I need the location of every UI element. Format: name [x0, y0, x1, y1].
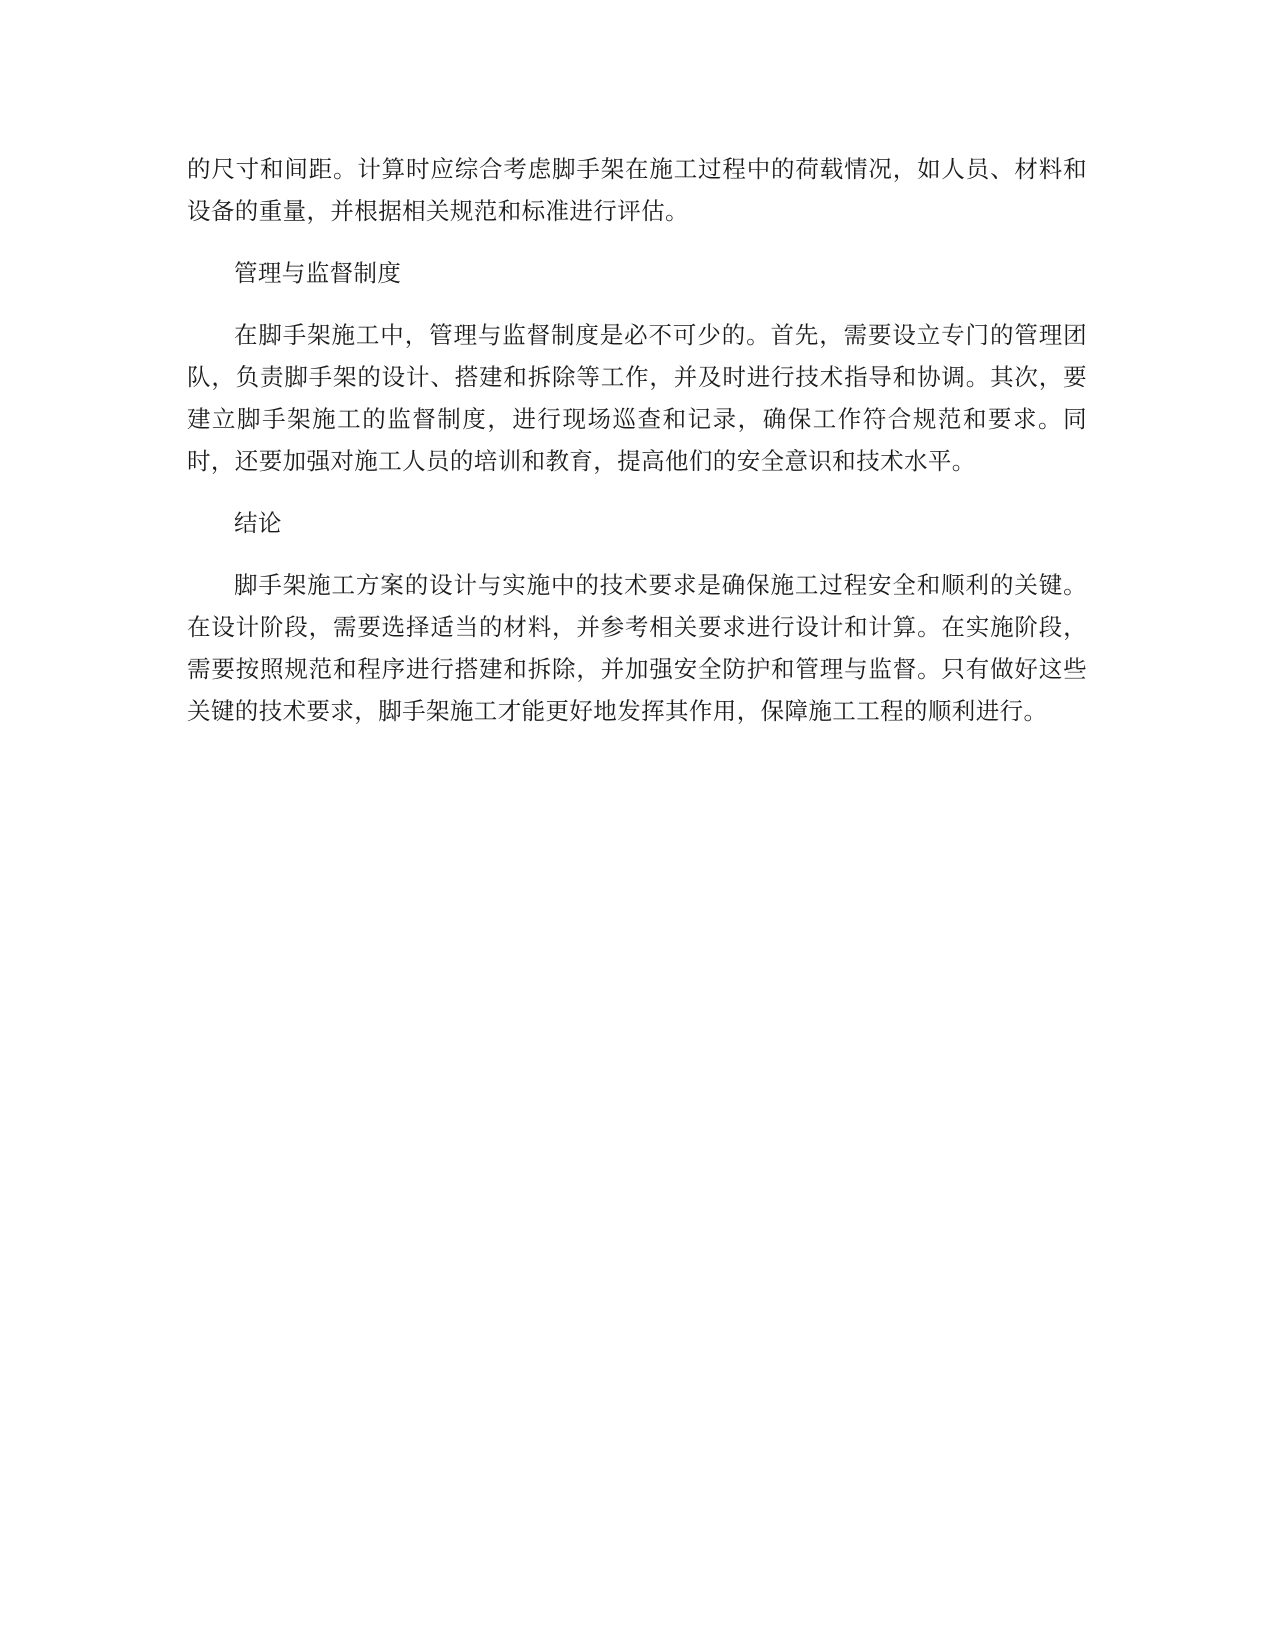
paragraph-calculation-continued: 的尺寸和间距。计算时应综合考虑脚手架在施工过程中的荷载情况，如人员、材料和设备的重量，并根据相关规范和标准进行评估。	[187, 155, 1087, 225]
spacer	[187, 544, 1087, 564]
document-body	[187, 148, 1087, 732]
spacer	[187, 232, 1087, 252]
spacer	[187, 294, 1087, 314]
paragraph-conclusion: 脚手架施工方案的设计与实施中的技术要求是确保施工过程安全和顺利的关键。在设计阶段，需要选择适当的材料，并参考相关要求进行设计和计算。在实施阶段，需要按照规范和程序进行搭建和拆除，并加强安全防护和管理与监督。只有做好这些关键的技术要求，脚手架施工才能更好地发挥其作用，保障施工工程的顺利进行。	[187, 571, 1087, 725]
section-heading-management: 管理与监督制度	[234, 259, 402, 287]
spacer	[187, 482, 1087, 502]
paragraph-management: 在脚手架施工中，管理与监督制度是必不可少的。首先，需要设立专门的管理团队，负责脚手架的设计、搭建和拆除等工作，并及时进行技术指导和协调。其次，要建立脚手架施工的监督制度，进行现场巡查和记录，确保工作符合规范和要求。同时，还要加强对施工人员的培训和教育，提高他们的安全意识和技术水平。	[187, 321, 1087, 475]
section-heading-conclusion: 结论	[234, 509, 282, 537]
